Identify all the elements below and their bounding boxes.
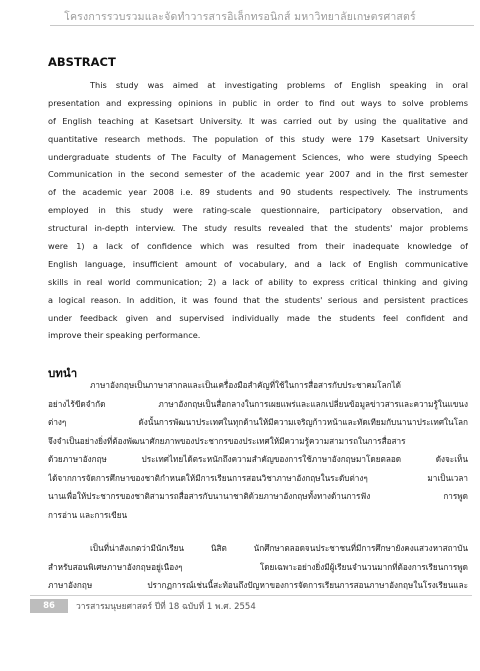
text-line: ด้วยภาษาอังกฤษ ประเทศไทยได้ตระหนักถึงความสำคัญของการใช้ภาษาอังกฤษมาโดยตลอด ดังจะเห็น <box>48 454 468 464</box>
text-line: undergraduate students of The Faculty of Management Sciences, who were studying Speech <box>48 151 468 162</box>
text-line: a logical reason. In addition, it was found that the students' serious and persistent practices <box>48 294 468 305</box>
text-line: presentation and expressing opinions in public in order to find out ways to solve problems <box>48 97 468 108</box>
page-footer <box>30 598 256 614</box>
footer-rule <box>30 595 472 596</box>
introduction-paragraph-2 <box>48 539 468 595</box>
text-line: were 1) a lack of confidence which was resulted from their inadequate knowledge of <box>48 241 468 252</box>
text-line: of English teaching at Kasetsart University. It was carried out by using the qualitative and <box>48 115 468 126</box>
page-number: 86 <box>30 599 68 613</box>
text-line: improve their speaking performance. <box>48 330 201 341</box>
text-line: Communication in the second semester of the academic year 2007 and in the first semester <box>48 169 468 180</box>
journal-citation: วารสารมนุษยศาสตร์ ปีที่ 18 ฉบับที่ 1 พ.ศ. 2554 <box>76 602 256 612</box>
text-line: จึงจำเป็นอย่างยิ่งที่ต้องพัฒนาศักยภาพของประชากรของประเทศให้มีความรู้ความสามารถในการสื่อสาร <box>48 435 406 446</box>
text-line: under feedback given and supervised individually made the students feel confident and <box>48 312 468 323</box>
text-line: สำหรับสอนพิเศษภาษาอังกฤษอยู่เนืองๆ โดยเฉพาะอย่างยิ่งมีผู้เรียนจำนวนมากที่ต้องการเรียนการพูด <box>48 561 468 572</box>
text-line: employed in this study were rating-scale questionnaire, participatory observation, and <box>48 205 468 216</box>
text-line: อย่างไร้ขีดจำกัด ภาษาอังกฤษเป็นสื่อกลางในการเผยแพร่และแลกเปลี่ยนข้อมูลข่าวสารและความรู้ในแขนง <box>48 398 468 409</box>
text-line: quantitative research methods. The population of this study were 179 Kasetsart University <box>48 133 468 144</box>
text-line: structural in-depth interview. The study results revealed that the students' major problems <box>48 223 468 234</box>
text-line: English language, insufficient amount of vocabulary, and a lack of English communicative <box>48 258 468 269</box>
text-line: ภาษาอังกฤษ ปรากฏการณ์เช่นนี้สะท้อนถึงปัญหาของการจัดการเรียนการสอนภาษาอังกฤษในโรงเรียนและ <box>48 580 468 591</box>
text-line: เป็นที่น่าสังเกตว่ามีนักเรียน นิสิต นักศึกษาตลอดจนประชาชนที่มีการศึกษายังคงแสวงหาสถาบัน <box>90 543 468 553</box>
abstract-heading: ABSTRACT <box>48 55 116 69</box>
text-line: This study was aimed at investigating problems of English speaking in oral <box>90 80 468 90</box>
running-header: โครงการรวบรวมและจัดทำวารสารอิเล็กทรอนิกส์ มหาวิทยาลัยเกษตรศาสตร์ <box>64 11 416 23</box>
text-line: ต่างๆ ดังนั้นการพัฒนาประเทศในทุกด้านให้มีความเจริญก้าวหน้าและทัดเทียมกับนานาประเทศในโลก <box>48 417 468 427</box>
text-line: นานเพื่อให้ประชากรของชาติสามารถสื่อสารกับนานาชาติด้วยภาษาอังกฤษทั้งทางด้านการฟัง การพูด <box>48 491 468 501</box>
abstract-body <box>48 77 468 345</box>
text-line: การอ่าน และการเขียน <box>48 509 128 520</box>
text-line: skills in real world communication; 2) a lack of ability to express critical thinking and giving <box>48 276 468 287</box>
text-line: ภาษาอังกฤษเป็นภาษาสากลและเป็นเครื่องมือสำคัญที่ใช้ในการสื่อสารกับประชาคมโลกได้ <box>90 380 401 390</box>
text-line: ได้จากการจัดการศึกษาของชาติกำหนดให้มีการเรียนการสอนวิชาภาษาอังกฤษในระดับต่างๆ มาเป็นเวลา <box>48 472 468 483</box>
text-line: of the academic year 2008 i.e. 89 students and 90 students respectively. The instruments <box>48 187 468 198</box>
header-rule <box>50 25 474 26</box>
introduction-paragraph-1 <box>48 376 468 524</box>
introduction-heading: บทนำ <box>48 366 78 380</box>
